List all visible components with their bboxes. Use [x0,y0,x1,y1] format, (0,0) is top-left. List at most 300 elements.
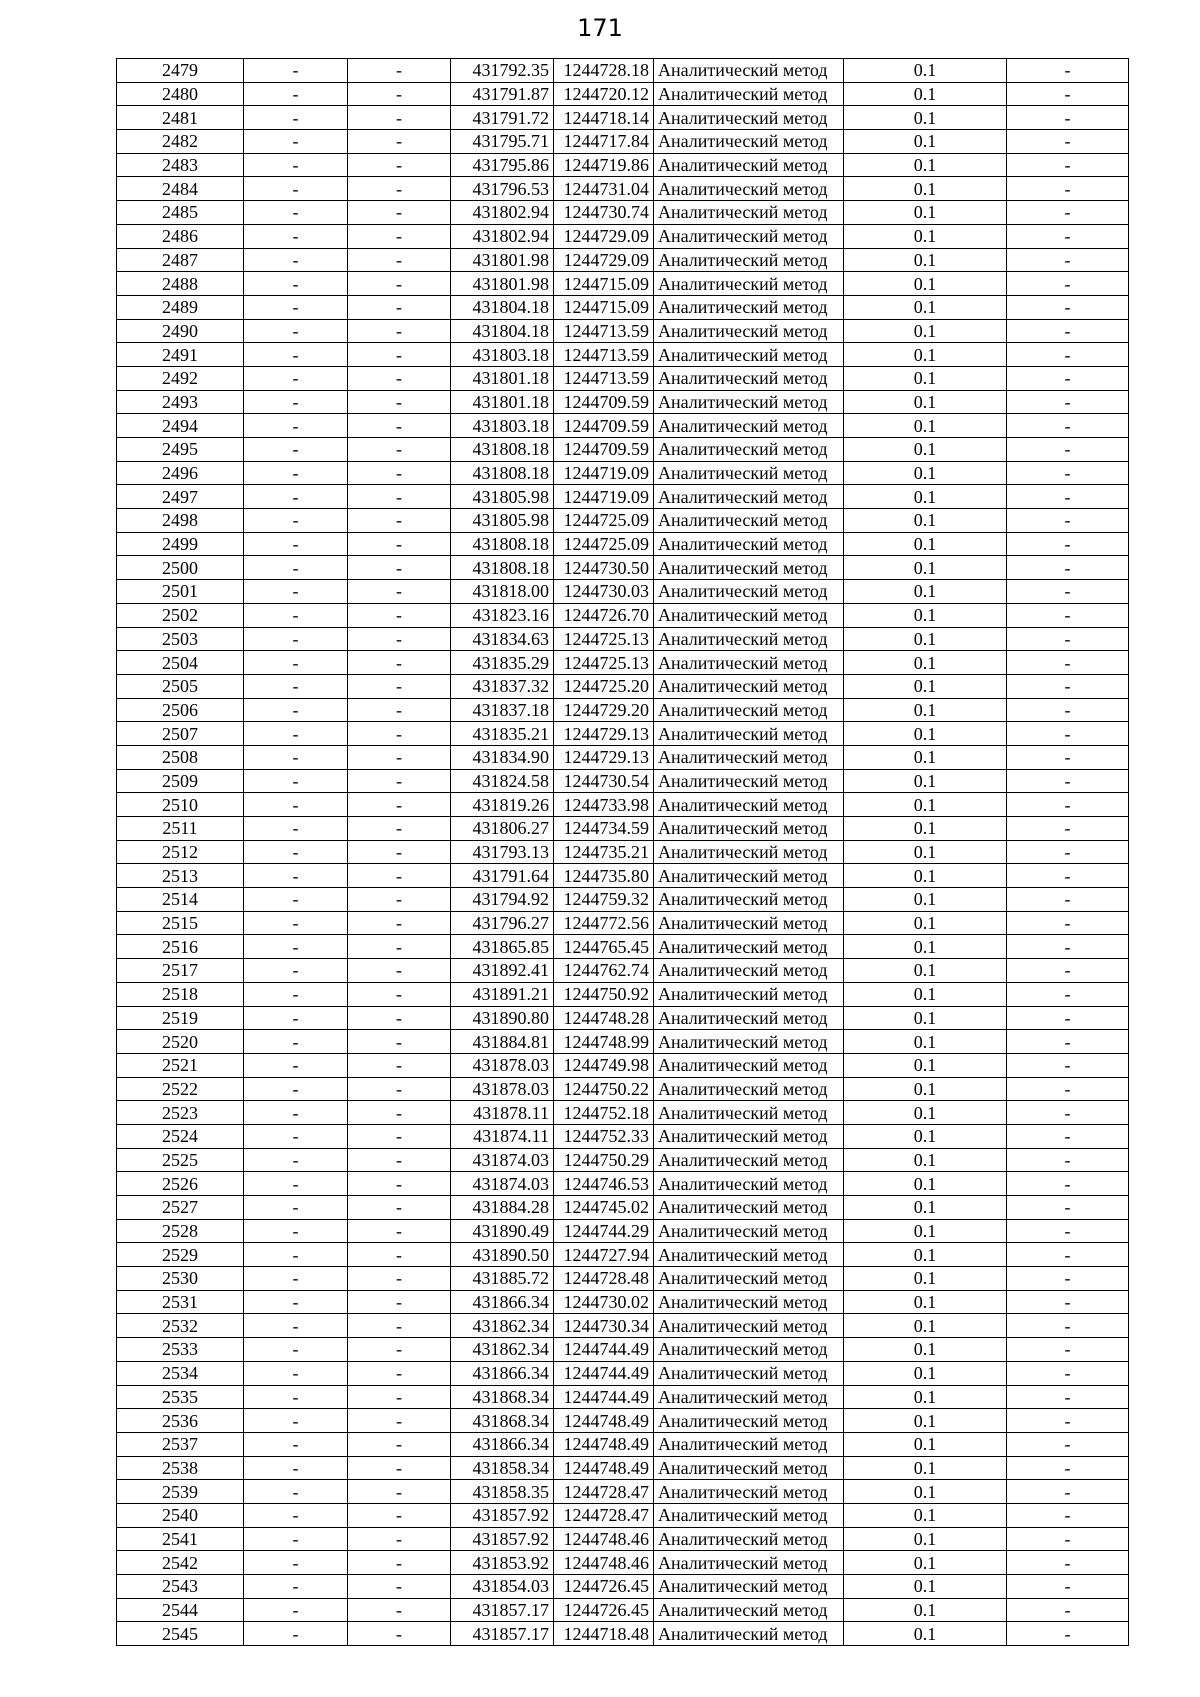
method-cell: Аналитический метод [654,580,844,604]
y-coordinate-cell: 1244713.59 [554,319,654,343]
table-row [117,722,1129,746]
dash-cell: - [348,1267,451,1291]
method-cell: Аналитический метод [654,366,844,390]
y-coordinate-cell: 1244730.54 [554,769,654,793]
x-coordinate-cell: 431834.63 [451,627,554,651]
dash-cell: - [1007,438,1129,462]
dash-cell: - [348,1456,451,1480]
method-cell: Аналитический метод [654,1243,844,1267]
y-coordinate-cell: 1244744.29 [554,1219,654,1243]
dash-cell: - [244,1338,348,1362]
dash-cell: - [244,651,348,675]
y-coordinate-cell: 1244734.59 [554,817,654,841]
dash-cell: - [244,319,348,343]
dash-cell: - [348,722,451,746]
accuracy-cell: 0.1 [844,864,1007,888]
y-coordinate-cell: 1244709.59 [554,438,654,462]
coordinates-table [116,58,1129,1646]
x-coordinate-cell: 431884.81 [451,1030,554,1054]
point-number-cell: 2514 [117,888,244,912]
dash-cell: - [244,674,348,698]
dash-cell: - [348,272,451,296]
dash-cell: - [1007,1503,1129,1527]
dash-cell: - [1007,982,1129,1006]
accuracy-cell: 0.1 [844,982,1007,1006]
table-row [117,1030,1129,1054]
x-coordinate-cell: 431819.26 [451,793,554,817]
dash-cell: - [244,603,348,627]
table-row [117,295,1129,319]
point-number-cell: 2531 [117,1290,244,1314]
dash-cell: - [348,1361,451,1385]
accuracy-cell: 0.1 [844,1290,1007,1314]
y-coordinate-cell: 1244728.47 [554,1503,654,1527]
point-number-cell: 2544 [117,1598,244,1622]
x-coordinate-cell: 431858.34 [451,1456,554,1480]
table-row [117,1361,1129,1385]
dash-cell: - [348,1551,451,1575]
table-row [117,1053,1129,1077]
accuracy-cell: 0.1 [844,556,1007,580]
table-row [117,82,1129,106]
method-cell: Аналитический метод [654,651,844,675]
table-row [117,745,1129,769]
table-row [117,959,1129,983]
point-number-cell: 2527 [117,1196,244,1220]
table-row [117,485,1129,509]
dash-cell: - [348,1314,451,1338]
dash-cell: - [348,1077,451,1101]
point-number-cell: 2538 [117,1456,244,1480]
point-number-cell: 2500 [117,556,244,580]
accuracy-cell: 0.1 [844,532,1007,556]
dash-cell: - [348,793,451,817]
x-coordinate-cell: 431796.53 [451,177,554,201]
method-cell: Аналитический метод [654,390,844,414]
dash-cell: - [244,864,348,888]
x-coordinate-cell: 431793.13 [451,840,554,864]
point-number-cell: 2512 [117,840,244,864]
dash-cell: - [1007,1077,1129,1101]
method-cell: Аналитический метод [654,1267,844,1291]
x-coordinate-cell: 431891.21 [451,982,554,1006]
point-number-cell: 2506 [117,698,244,722]
dash-cell: - [244,769,348,793]
page-number: 171 [577,14,623,42]
point-number-cell: 2528 [117,1219,244,1243]
x-coordinate-cell: 431803.18 [451,343,554,367]
table-row [117,769,1129,793]
y-coordinate-cell: 1244715.09 [554,295,654,319]
accuracy-cell: 0.1 [844,438,1007,462]
method-cell: Аналитический метод [654,1527,844,1551]
dash-cell: - [244,1503,348,1527]
y-coordinate-cell: 1244727.94 [554,1243,654,1267]
point-number-cell: 2494 [117,414,244,438]
dash-cell: - [244,414,348,438]
dash-cell: - [244,390,348,414]
point-number-cell: 2504 [117,651,244,675]
dash-cell: - [1007,343,1129,367]
accuracy-cell: 0.1 [844,817,1007,841]
dash-cell: - [244,485,348,509]
accuracy-cell: 0.1 [844,272,1007,296]
dash-cell: - [348,1598,451,1622]
method-cell: Аналитический метод [654,1598,844,1622]
dash-cell: - [244,130,348,154]
accuracy-cell: 0.1 [844,509,1007,533]
dash-cell: - [1007,1456,1129,1480]
table-row [117,438,1129,462]
x-coordinate-cell: 431794.92 [451,888,554,912]
point-number-cell: 2484 [117,177,244,201]
dash-cell: - [1007,130,1129,154]
method-cell: Аналитический метод [654,130,844,154]
x-coordinate-cell: 431866.34 [451,1432,554,1456]
table-row [117,59,1129,83]
dash-cell: - [1007,1006,1129,1030]
method-cell: Аналитический метод [654,864,844,888]
dash-cell: - [348,817,451,841]
dash-cell: - [244,1077,348,1101]
accuracy-cell: 0.1 [844,698,1007,722]
method-cell: Аналитический метод [654,959,844,983]
accuracy-cell: 0.1 [844,1053,1007,1077]
method-cell: Аналитический метод [654,888,844,912]
x-coordinate-cell: 431866.34 [451,1290,554,1314]
x-coordinate-cell: 431796.27 [451,911,554,935]
dash-cell: - [244,1575,348,1599]
x-coordinate-cell: 431868.34 [451,1409,554,1433]
dash-cell: - [244,224,348,248]
accuracy-cell: 0.1 [844,769,1007,793]
table-row [117,793,1129,817]
dash-cell: - [348,1030,451,1054]
dash-cell: - [1007,248,1129,272]
dash-cell: - [244,248,348,272]
y-coordinate-cell: 1244729.09 [554,224,654,248]
accuracy-cell: 0.1 [844,485,1007,509]
point-number-cell: 2537 [117,1432,244,1456]
accuracy-cell: 0.1 [844,1101,1007,1125]
y-coordinate-cell: 1244744.49 [554,1361,654,1385]
dash-cell: - [348,888,451,912]
point-number-cell: 2483 [117,153,244,177]
x-coordinate-cell: 431805.98 [451,485,554,509]
dash-cell: - [244,438,348,462]
accuracy-cell: 0.1 [844,911,1007,935]
y-coordinate-cell: 1244726.70 [554,603,654,627]
dash-cell: - [348,1219,451,1243]
y-coordinate-cell: 1244725.13 [554,627,654,651]
point-number-cell: 2513 [117,864,244,888]
y-coordinate-cell: 1244719.09 [554,461,654,485]
x-coordinate-cell: 431857.92 [451,1527,554,1551]
method-cell: Аналитический метод [654,1219,844,1243]
y-coordinate-cell: 1244750.22 [554,1077,654,1101]
method-cell: Аналитический метод [654,745,844,769]
dash-cell: - [348,130,451,154]
dash-cell: - [348,82,451,106]
dash-cell: - [348,1385,451,1409]
accuracy-cell: 0.1 [844,1480,1007,1504]
method-cell: Аналитический метод [654,793,844,817]
table-row [117,1598,1129,1622]
dash-cell: - [1007,1219,1129,1243]
method-cell: Аналитический метод [654,1172,844,1196]
point-number-cell: 2519 [117,1006,244,1030]
table-row [117,1575,1129,1599]
point-number-cell: 2516 [117,935,244,959]
dash-cell: - [1007,911,1129,935]
dash-cell: - [348,248,451,272]
x-coordinate-cell: 431802.94 [451,201,554,225]
dash-cell: - [244,509,348,533]
method-cell: Аналитический метод [654,722,844,746]
point-number-cell: 2505 [117,674,244,698]
x-coordinate-cell: 431866.34 [451,1361,554,1385]
y-coordinate-cell: 1244728.18 [554,59,654,83]
x-coordinate-cell: 431878.11 [451,1101,554,1125]
y-coordinate-cell: 1244731.04 [554,177,654,201]
dash-cell: - [244,1053,348,1077]
dash-cell: - [244,82,348,106]
x-coordinate-cell: 431804.18 [451,295,554,319]
method-cell: Аналитический метод [654,627,844,651]
accuracy-cell: 0.1 [844,1598,1007,1622]
dash-cell: - [348,1196,451,1220]
dash-cell: - [244,59,348,83]
dash-cell: - [1007,1361,1129,1385]
dash-cell: - [1007,722,1129,746]
accuracy-cell: 0.1 [844,177,1007,201]
point-number-cell: 2489 [117,295,244,319]
x-coordinate-cell: 431804.18 [451,319,554,343]
accuracy-cell: 0.1 [844,248,1007,272]
accuracy-cell: 0.1 [844,106,1007,130]
dash-cell: - [1007,153,1129,177]
method-cell: Аналитический метод [654,509,844,533]
table-row [117,461,1129,485]
point-number-cell: 2490 [117,319,244,343]
point-number-cell: 2510 [117,793,244,817]
accuracy-cell: 0.1 [844,390,1007,414]
dash-cell: - [1007,698,1129,722]
x-coordinate-cell: 431823.16 [451,603,554,627]
dash-cell: - [244,532,348,556]
table-row [117,1456,1129,1480]
dash-cell: - [244,106,348,130]
accuracy-cell: 0.1 [844,130,1007,154]
table-row [117,935,1129,959]
accuracy-cell: 0.1 [844,1361,1007,1385]
dash-cell: - [348,201,451,225]
point-number-cell: 2488 [117,272,244,296]
x-coordinate-cell: 431878.03 [451,1053,554,1077]
point-number-cell: 2521 [117,1053,244,1077]
accuracy-cell: 0.1 [844,343,1007,367]
x-coordinate-cell: 431884.28 [451,1196,554,1220]
table-row [117,1006,1129,1030]
accuracy-cell: 0.1 [844,1575,1007,1599]
y-coordinate-cell: 1244745.02 [554,1196,654,1220]
dash-cell: - [1007,959,1129,983]
table-row [117,224,1129,248]
dash-cell: - [1007,556,1129,580]
dash-cell: - [244,1030,348,1054]
dash-cell: - [1007,106,1129,130]
accuracy-cell: 0.1 [844,1172,1007,1196]
x-coordinate-cell: 431890.49 [451,1219,554,1243]
table-row [117,1314,1129,1338]
y-coordinate-cell: 1244752.18 [554,1101,654,1125]
method-cell: Аналитический метод [654,556,844,580]
table-row [117,1338,1129,1362]
y-coordinate-cell: 1244729.20 [554,698,654,722]
table-row [117,1290,1129,1314]
accuracy-cell: 0.1 [844,1219,1007,1243]
method-cell: Аналитический метод [654,674,844,698]
table-row [117,366,1129,390]
accuracy-cell: 0.1 [844,295,1007,319]
accuracy-cell: 0.1 [844,1148,1007,1172]
x-coordinate-cell: 431808.18 [451,438,554,462]
x-coordinate-cell: 431801.98 [451,272,554,296]
dash-cell: - [244,793,348,817]
dash-cell: - [1007,580,1129,604]
dash-cell: - [244,366,348,390]
x-coordinate-cell: 431857.17 [451,1622,554,1646]
dash-cell: - [244,1456,348,1480]
dash-cell: - [244,295,348,319]
table-row [117,603,1129,627]
point-number-cell: 2492 [117,366,244,390]
point-number-cell: 2501 [117,580,244,604]
dash-cell: - [1007,1101,1129,1125]
table-row [117,888,1129,912]
dash-cell: - [348,674,451,698]
x-coordinate-cell: 431890.80 [451,1006,554,1030]
method-cell: Аналитический метод [654,840,844,864]
y-coordinate-cell: 1244733.98 [554,793,654,817]
table-row [117,509,1129,533]
dash-cell: - [348,390,451,414]
dash-cell: - [348,911,451,935]
x-coordinate-cell: 431890.50 [451,1243,554,1267]
dash-cell: - [1007,177,1129,201]
dash-cell: - [1007,1622,1129,1646]
x-coordinate-cell: 431824.58 [451,769,554,793]
y-coordinate-cell: 1244749.98 [554,1053,654,1077]
accuracy-cell: 0.1 [844,153,1007,177]
method-cell: Аналитический метод [654,982,844,1006]
table-row [117,343,1129,367]
dash-cell: - [244,982,348,1006]
accuracy-cell: 0.1 [844,1503,1007,1527]
dash-cell: - [1007,224,1129,248]
dash-cell: - [348,1409,451,1433]
y-coordinate-cell: 1244765.45 [554,935,654,959]
point-number-cell: 2491 [117,343,244,367]
point-number-cell: 2526 [117,1172,244,1196]
table-row [117,556,1129,580]
dash-cell: - [348,319,451,343]
table-row [117,1219,1129,1243]
table-row [117,130,1129,154]
dash-cell: - [348,343,451,367]
table-row [117,201,1129,225]
accuracy-cell: 0.1 [844,319,1007,343]
dash-cell: - [1007,319,1129,343]
accuracy-cell: 0.1 [844,959,1007,983]
dash-cell: - [244,1006,348,1030]
dash-cell: - [348,106,451,130]
x-coordinate-cell: 431862.34 [451,1314,554,1338]
accuracy-cell: 0.1 [844,1077,1007,1101]
table-row [117,414,1129,438]
dash-cell: - [1007,1172,1129,1196]
dash-cell: - [244,1101,348,1125]
y-coordinate-cell: 1244719.09 [554,485,654,509]
point-number-cell: 2540 [117,1503,244,1527]
dash-cell: - [1007,674,1129,698]
dash-cell: - [348,1290,451,1314]
method-cell: Аналитический метод [654,1409,844,1433]
method-cell: Аналитический метод [654,1622,844,1646]
method-cell: Аналитический метод [654,532,844,556]
dash-cell: - [1007,509,1129,533]
dash-cell: - [348,485,451,509]
dash-cell: - [348,438,451,462]
method-cell: Аналитический метод [654,1480,844,1504]
dash-cell: - [244,1385,348,1409]
dash-cell: - [1007,817,1129,841]
dash-cell: - [348,745,451,769]
accuracy-cell: 0.1 [844,580,1007,604]
dash-cell: - [1007,840,1129,864]
accuracy-cell: 0.1 [844,1622,1007,1646]
point-number-cell: 2542 [117,1551,244,1575]
y-coordinate-cell: 1244725.09 [554,532,654,556]
dash-cell: - [348,532,451,556]
dash-cell: - [1007,1551,1129,1575]
table-row [117,911,1129,935]
point-number-cell: 2541 [117,1527,244,1551]
dash-cell: - [348,1480,451,1504]
x-coordinate-cell: 431874.03 [451,1172,554,1196]
x-coordinate-cell: 431835.29 [451,651,554,675]
x-coordinate-cell: 431808.18 [451,532,554,556]
dash-cell: - [1007,295,1129,319]
accuracy-cell: 0.1 [844,793,1007,817]
accuracy-cell: 0.1 [844,1338,1007,1362]
x-coordinate-cell: 431806.27 [451,817,554,841]
method-cell: Аналитический метод [654,698,844,722]
accuracy-cell: 0.1 [844,1314,1007,1338]
point-number-cell: 2536 [117,1409,244,1433]
dash-cell: - [348,461,451,485]
dash-cell: - [348,840,451,864]
dash-cell: - [1007,1053,1129,1077]
point-number-cell: 2532 [117,1314,244,1338]
table-row [117,651,1129,675]
method-cell: Аналитический метод [654,1575,844,1599]
table-row [117,532,1129,556]
point-number-cell: 2482 [117,130,244,154]
dash-cell: - [244,1598,348,1622]
accuracy-cell: 0.1 [844,1006,1007,1030]
method-cell: Аналитический метод [654,461,844,485]
